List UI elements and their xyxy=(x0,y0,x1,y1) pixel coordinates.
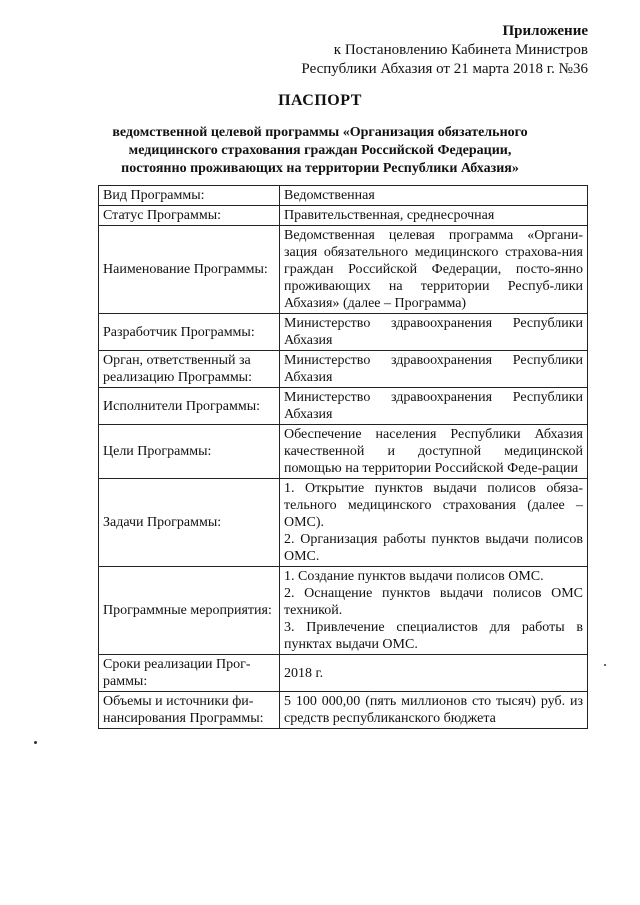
passport-row xyxy=(99,655,588,692)
passport-row xyxy=(99,314,588,351)
passport-row xyxy=(99,692,588,729)
passport-row xyxy=(99,206,588,226)
row-value-line: 2. Оснащение пунктов выдачи полисов ОМС техникой. xyxy=(284,586,583,618)
subtitle-line: ведомственной целевой программы «Организация обязательного xyxy=(112,125,528,140)
document-header xyxy=(301,22,588,79)
row-value-line: 2. Организация работы пунктов выдачи полисов ОМС. xyxy=(284,532,583,564)
row-value-line: Обеспечение населения Республики Абхазия качественной и доступной медицинской помощью на территории Российской Феде-рации xyxy=(284,427,583,476)
row-value xyxy=(280,226,588,314)
row-label: Программные мероприятия: xyxy=(99,567,280,655)
row-value-line: 3. Привлечение специалистов для работы в пунктах выдачи ОМС. xyxy=(284,620,583,652)
row-label: Разработчик Программы: xyxy=(99,314,280,351)
passport-row xyxy=(99,479,588,567)
row-value-line: Правительственная, среднесрочная xyxy=(284,208,495,223)
document-title: ПАСПОРТ xyxy=(278,92,362,109)
row-value xyxy=(280,351,588,388)
appendix-label: Приложение xyxy=(502,23,588,39)
row-value-line: Министерство здравоохранения Республики Абхазия xyxy=(284,390,583,422)
passport-table-body xyxy=(99,186,588,729)
resolution-reference: к Постановлению Кабинета Министров xyxy=(333,42,588,58)
row-value xyxy=(280,425,588,479)
row-value xyxy=(280,692,588,729)
passport-table xyxy=(98,185,588,729)
passport-row xyxy=(99,567,588,655)
row-label: Наименование Программы: xyxy=(99,226,280,314)
passport-row xyxy=(99,425,588,479)
row-label: Задачи Программы: xyxy=(99,479,280,567)
row-value xyxy=(280,314,588,351)
row-value xyxy=(280,479,588,567)
scan-speck xyxy=(34,741,37,744)
row-label: Сроки реализации Прог-раммы: xyxy=(99,655,280,692)
row-label: Объемы и источники фи-нансирования Программы: xyxy=(99,692,280,729)
row-value-line: 5 100 000,00 (пять миллионов сто тысяч) руб. из средств республиканского бюджета xyxy=(284,694,583,726)
row-value-line: Ведомственная xyxy=(284,188,375,203)
row-label: Вид Программы: xyxy=(99,186,280,206)
passport-row xyxy=(99,351,588,388)
row-value xyxy=(280,206,588,226)
row-label: Статус Программы: xyxy=(99,206,280,226)
passport-row xyxy=(99,186,588,206)
scan-speck xyxy=(604,664,606,666)
row-value-line: 1. Открытие пунктов выдачи полисов обяза-тельного медицинского страхования (далее – ОМС). xyxy=(284,481,583,530)
row-value xyxy=(280,567,588,655)
row-value-line: Ведомственная целевая программа «Органи-зация обязательного медицинского страхова-ния граждан Российской Федерации, посто-янно проживающих на территории Респуб-лики Абхазия» (далее – Программа) xyxy=(284,228,583,311)
row-label: Цели Программы: xyxy=(99,425,280,479)
resolution-date-number: Республики Абхазия от 21 марта 2018 г. №36 xyxy=(301,61,588,77)
row-value xyxy=(280,388,588,425)
row-value-line: 2018 г. xyxy=(284,665,324,681)
row-value-line: Министерство здравоохранения Республики Абхазия xyxy=(284,353,583,385)
passport-row xyxy=(99,226,588,314)
row-label: Орган, ответственный за реализацию Программы: xyxy=(99,351,280,388)
row-value xyxy=(280,655,588,692)
row-value xyxy=(280,186,588,206)
subtitle-line: постоянно проживающих на территории Республики Абхазия» xyxy=(121,161,519,176)
row-label: Исполнители Программы: xyxy=(99,388,280,425)
row-value-line: Министерство здравоохранения Республики Абхазия xyxy=(284,316,583,348)
program-subtitle xyxy=(80,124,560,178)
subtitle-line: медицинского страхования граждан Российской Федерации, xyxy=(128,143,512,158)
passport-row xyxy=(99,388,588,425)
row-value-line: 1. Создание пунктов выдачи полисов ОМС. xyxy=(284,569,544,584)
